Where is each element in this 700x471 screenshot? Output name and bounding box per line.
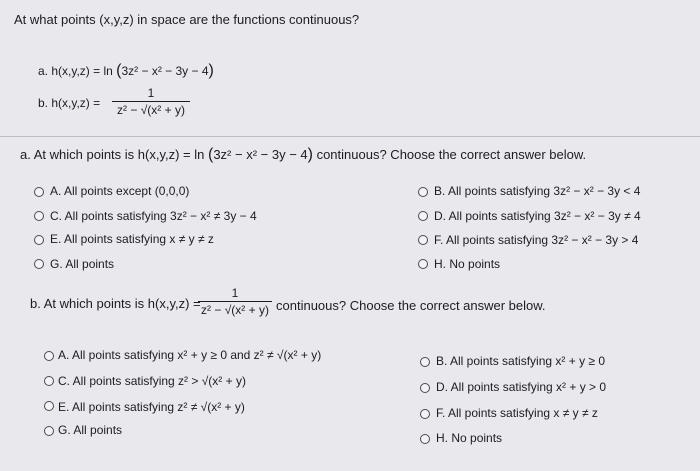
part-b-option-a[interactable] bbox=[58, 348, 321, 362]
option-letter: C. bbox=[58, 374, 70, 388]
part-b-prompt-post: continuous? Choose the correct answer below. bbox=[276, 298, 546, 313]
part-a-option-c[interactable] bbox=[50, 209, 257, 223]
part-a-option-d[interactable] bbox=[434, 209, 641, 223]
option-text: All points bbox=[73, 423, 123, 437]
function-b-fraction bbox=[112, 86, 190, 117]
part-b-option-d[interactable] bbox=[436, 380, 606, 394]
question-text: At what points (x,y,z) in space are the functions continuous? bbox=[14, 12, 360, 27]
option-text: All points satisfying x² + y > 0 bbox=[450, 380, 607, 394]
option-letter: B. bbox=[434, 184, 446, 198]
part-a-radio-h[interactable] bbox=[418, 259, 428, 269]
option-letter: G. bbox=[58, 423, 71, 437]
part-a-option-e[interactable] bbox=[50, 232, 214, 246]
function-b-numerator: 1 bbox=[147, 86, 155, 100]
option-letter: A. bbox=[50, 184, 62, 198]
part-a-prompt: a. At which points is h(x,y,z) = ln (3z² − x² − 3y − 4) continuous? Choose the correct answer below. bbox=[20, 146, 587, 163]
option-text: All points satisfying x² + y ≥ 0 and z² ≠ √(x² + y) bbox=[72, 348, 322, 362]
part-b-radio-e[interactable] bbox=[44, 401, 54, 411]
option-text: All points satisfying 3z² − x² − 3y < 4 bbox=[448, 184, 641, 198]
part-a-option-b[interactable] bbox=[434, 184, 640, 198]
part-b-prompt-pre: b. At which points is h(x,y,z) = bbox=[30, 296, 201, 311]
option-letter: A. bbox=[58, 348, 70, 362]
function-a-expr: 3z² − x² − 3y − 4 bbox=[121, 64, 209, 78]
part-b-option-h[interactable] bbox=[436, 431, 502, 445]
option-letter: D. bbox=[436, 380, 448, 394]
part-b-option-g[interactable] bbox=[58, 423, 122, 437]
option-text: All points satisfying x ≠ y ≠ z bbox=[448, 406, 598, 420]
part-b-radio-b[interactable] bbox=[420, 357, 430, 367]
option-letter: H. bbox=[436, 431, 448, 445]
part-a-prompt-pre: a. At which points is h(x,y,z) = ln bbox=[20, 147, 205, 162]
option-text: All points satisfying z² ≠ √(x² + y) bbox=[72, 400, 245, 414]
part-a-prompt-expr: 3z² − x² − 3y − 4 bbox=[213, 147, 308, 162]
part-b-fraction bbox=[198, 286, 272, 317]
option-text: All points except (0,0,0) bbox=[64, 184, 190, 198]
part-a-radio-g[interactable] bbox=[34, 259, 44, 269]
option-text: All points satisfying 3z² − x² − 3y > 4 bbox=[446, 233, 639, 247]
option-letter: B. bbox=[436, 354, 448, 368]
option-text: All points satisfying x² + y ≥ 0 bbox=[450, 354, 605, 368]
option-text: All points satisfying 3z² − x² ≠ 3y − 4 bbox=[64, 209, 257, 223]
option-letter: E. bbox=[58, 400, 70, 414]
part-a-option-g[interactable] bbox=[50, 257, 114, 271]
function-b-denominator: z² − √(x² + y) bbox=[117, 103, 185, 117]
part-a-radio-a[interactable] bbox=[34, 187, 44, 197]
part-a-prompt-post: continuous? Choose the correct answer below. bbox=[316, 147, 587, 162]
part-b-radio-a[interactable] bbox=[44, 351, 54, 361]
part-b-option-c[interactable] bbox=[58, 374, 246, 388]
part-b-radio-f[interactable] bbox=[420, 409, 430, 419]
option-text: All points satisfying z² > √(x² + y) bbox=[72, 374, 246, 388]
part-b-option-e[interactable] bbox=[58, 400, 245, 414]
part-a-radio-e[interactable] bbox=[34, 235, 44, 245]
option-letter: H. bbox=[434, 257, 446, 271]
part-b-radio-g[interactable] bbox=[44, 426, 54, 436]
part-a-option-f[interactable] bbox=[434, 233, 638, 247]
part-a-radio-c[interactable] bbox=[34, 211, 44, 221]
option-letter: F. bbox=[434, 233, 444, 247]
option-text: All points satisfying x ≠ y ≠ z bbox=[64, 232, 214, 246]
part-a-radio-b[interactable] bbox=[418, 187, 428, 197]
option-text: All points bbox=[65, 257, 115, 271]
function-a-label: a. h(x,y,z) = ln bbox=[38, 64, 113, 78]
option-letter: G. bbox=[50, 257, 63, 271]
option-text: All points satisfying 3z² − x² − 3y ≠ 4 bbox=[448, 209, 641, 223]
option-letter: D. bbox=[434, 209, 446, 223]
option-letter: C. bbox=[50, 209, 62, 223]
part-b-numerator: 1 bbox=[231, 286, 239, 300]
divider bbox=[0, 136, 700, 137]
part-a-option-a[interactable] bbox=[50, 184, 189, 198]
part-a-option-h[interactable] bbox=[434, 257, 500, 271]
part-b-radio-c[interactable] bbox=[44, 376, 54, 386]
part-a-radio-d[interactable] bbox=[418, 211, 428, 221]
part-b-option-f[interactable] bbox=[436, 406, 598, 420]
option-text: No points bbox=[451, 431, 503, 445]
option-letter: F. bbox=[436, 406, 446, 420]
function-b-label: b. h(x,y,z) = bbox=[38, 96, 101, 110]
part-b-radio-h[interactable] bbox=[420, 434, 430, 444]
option-text: No points bbox=[449, 257, 501, 271]
option-letter: E. bbox=[50, 232, 62, 246]
part-a-radio-f[interactable] bbox=[418, 235, 428, 245]
function-a: a. h(x,y,z) = ln (3z² − x² − 3y − 4) bbox=[38, 62, 214, 79]
part-b-radio-d[interactable] bbox=[420, 383, 430, 393]
part-b-option-b[interactable] bbox=[436, 354, 605, 368]
part-b-denominator: z² − √(x² + y) bbox=[201, 303, 269, 317]
